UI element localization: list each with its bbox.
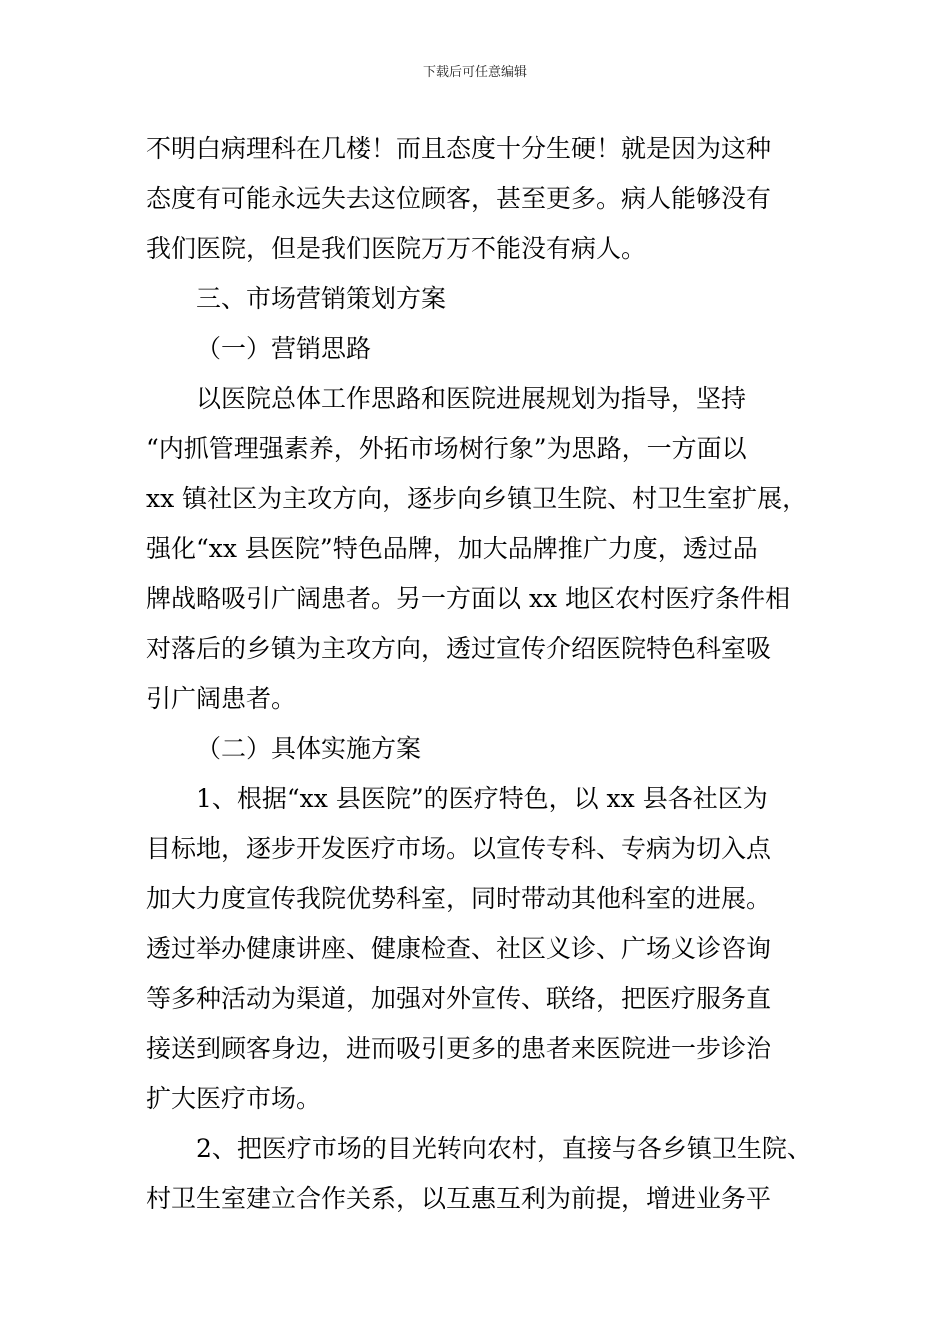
text-line: 村卫生室建立合作关系，以互惠互利为前提，增进业务平 [146, 1184, 772, 1213]
text-line: 等多种活动为渠道，加强对外宣传、联络，把医疗服务直 [146, 984, 772, 1013]
text-line: 接送到顾客身边，进而吸引更多的患者来医院进一步诊治 [146, 1034, 772, 1063]
subsection-heading: （二）具体实施方案 [196, 734, 422, 763]
text-line: 我们医院，但是我们医院万万不能没有病人。 [146, 234, 647, 263]
text-line: 对落后的乡镇为主攻方向，透过宣传介绍医院特色科室吸 [146, 634, 772, 663]
text-line: 强化“xx 县医院”特色品牌，加大品牌推广力度，透过品 [146, 534, 758, 563]
text-line: 以医院总体工作思路和医院进展规划为指导，坚持 [196, 384, 747, 413]
text-line: 扩大医疗市场。 [146, 1084, 322, 1113]
text-line: 2、把医疗市场的目光转向农村，直接与各乡镇卫生院、 [196, 1134, 812, 1163]
text-line: 牌战略吸引广阔患者。另一方面以 xx 地区农村医疗条件相 [146, 584, 791, 613]
subsection-heading: （一）营销思路 [196, 334, 372, 363]
text-line: xx 镇社区为主攻方向，逐步向乡镇卫生院、村卫生室扩展， [146, 484, 808, 513]
page-header: 下载后可任意编辑 [422, 65, 527, 80]
text-line: 加大力度宣传我院优势科室，同时带动其他科室的进展。 [146, 884, 772, 913]
text-line: 透过举办健康讲座、健康检查、社区义诊、广场义诊咨询 [146, 934, 772, 963]
section-heading: 三、市场营销策划方案 [196, 284, 447, 313]
text-line: 引广阔患者。 [146, 684, 297, 713]
text-line: 不明白病理科在几楼！而且态度十分生硬！就是因为这种 [146, 134, 772, 163]
text-line: 1、根据“xx 县医院”的医疗特色，以 xx 县各社区为 [196, 784, 768, 813]
text-line: 目标地，逐步开发医疗市场。以宣传专科、专病为切入点 [146, 834, 772, 863]
text-line: 态度有可能永远失去这位顾客，甚至更多。病人能够没有 [146, 184, 772, 213]
text-line: “内抓管理强素养，外拓市场树行象”为思路，一方面以 [146, 434, 747, 463]
